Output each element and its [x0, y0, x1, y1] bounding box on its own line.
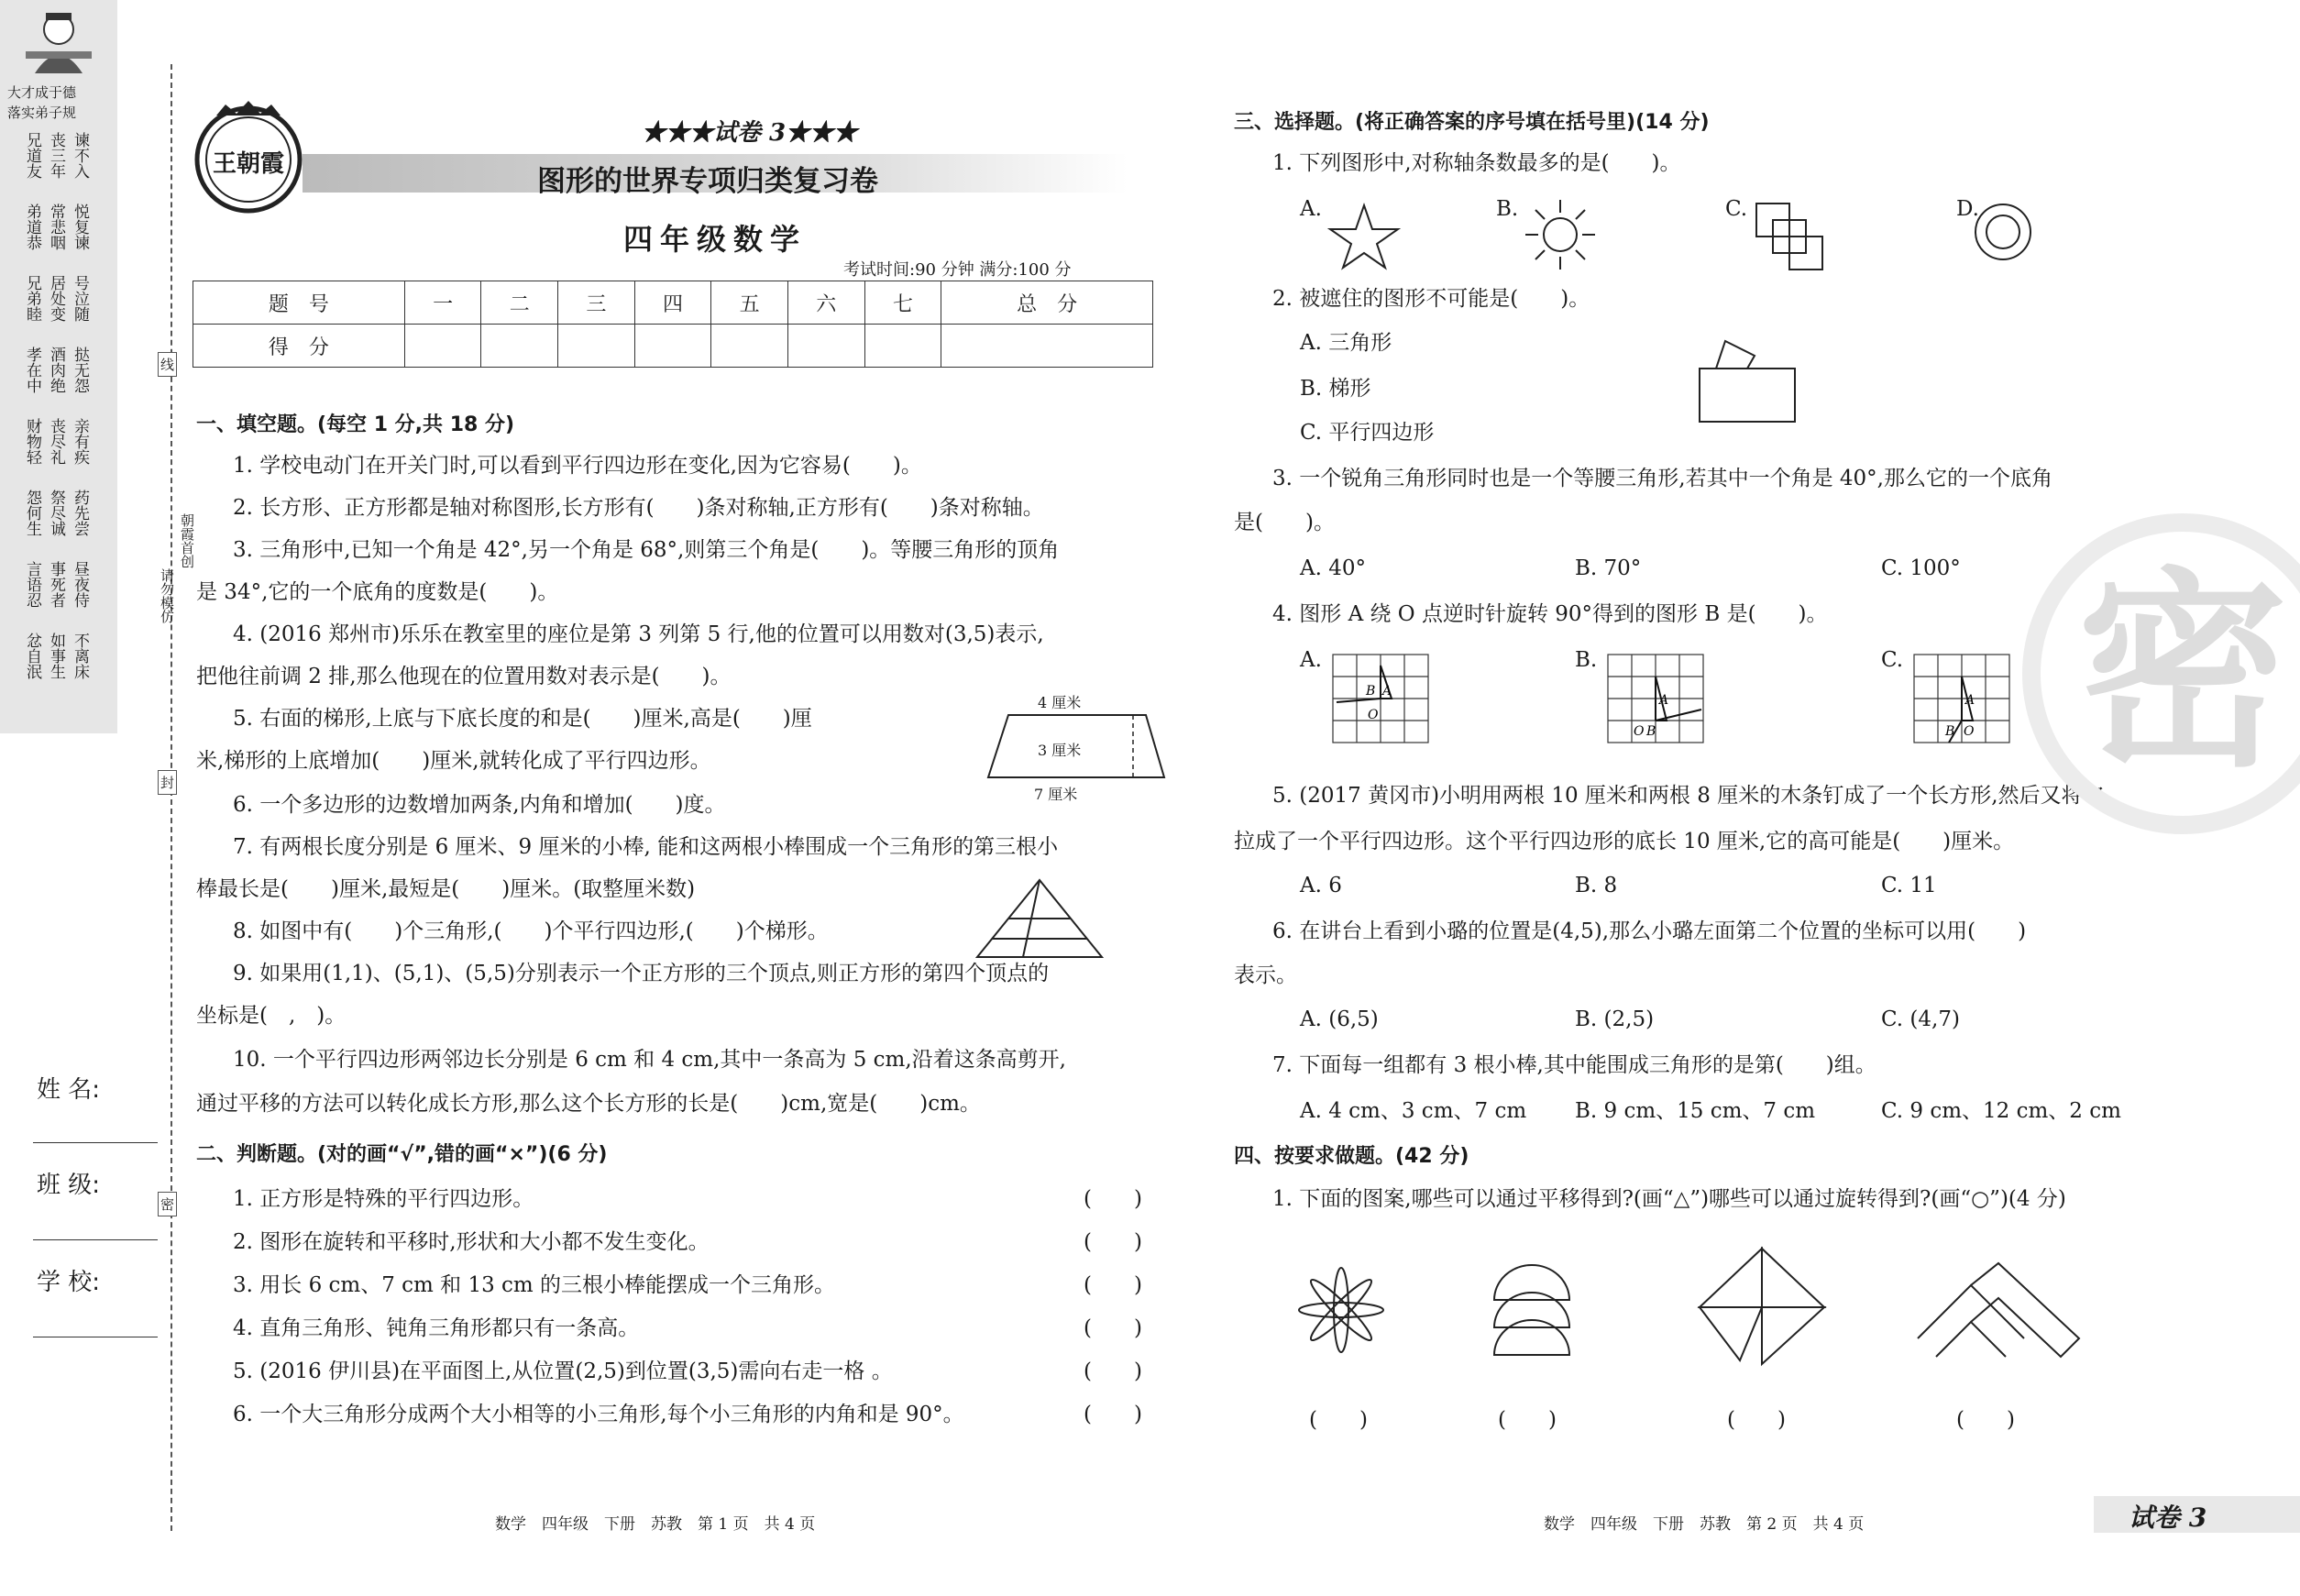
scholar-illustration	[22, 9, 95, 75]
judgement-answer-bracket[interactable]: ( )	[1084, 1316, 1142, 1340]
row1-cell: 二	[481, 281, 558, 325]
paper-title: 图形的世界专项归类复习卷	[537, 165, 878, 198]
q3-5-opt-a: A. 6	[1300, 874, 1342, 897]
motto-line-2: 落实弟子规	[7, 105, 77, 121]
verse-column: 不离床	[71, 633, 89, 679]
row1-cell: 一	[404, 281, 481, 325]
section1-heading: 一、填空题。(每空 1 分,共 18 分)	[196, 413, 515, 436]
section1-line: 9. 如果用(1,1)、(5,1)、(5,5)分别表示一个正方形的三个顶点,则正方形的第四个顶点的	[233, 962, 1050, 985]
section1-line: 是 34°,它的一个底角的度数是( )。	[196, 580, 559, 604]
verse-column: 如事生	[47, 633, 65, 679]
verse-column: 常悲咽	[47, 204, 65, 250]
judgement-answer-bracket[interactable]: ( )	[1084, 1359, 1142, 1383]
verse-column: 谏不入	[71, 132, 89, 179]
q3-5-opt-c: C. 11	[1881, 874, 1937, 897]
verse-column: 居处变	[47, 275, 65, 322]
judgement-item: 4. 直角三角形、钝角三角形都只有一条高。	[233, 1316, 640, 1340]
q3-6-opt-a: A. (6,5)	[1300, 1007, 1379, 1031]
verse-column: 昼夜侍	[71, 561, 89, 608]
row2-cell: 得 分	[193, 325, 405, 368]
q3-2-opt-a: A. 三角形	[1300, 331, 1392, 355]
q3-3-text-b: 是( )。	[1234, 511, 1335, 534]
overlapping-squares-shape	[1755, 202, 1839, 284]
section4-heading: 四、按要求做题。(42 分)	[1234, 1145, 1469, 1168]
svg-text:A: A	[1659, 693, 1669, 708]
paper-tag: ★★★试卷 3★★★	[642, 119, 858, 147]
svg-text:B: B	[1366, 684, 1376, 699]
confidential-watermark: 密	[2022, 513, 2300, 834]
q3-3-opt-c: C. 100°	[1881, 556, 1961, 580]
judgement-answer-bracket[interactable]: ( )	[1084, 1273, 1142, 1297]
trapezoid-bottom: 7 厘米	[1034, 786, 1078, 803]
section1-line: 2. 长方形、正方形都是轴对称图形,长方形有( )条对称轴,正方形有( )条对称轴。	[233, 496, 1044, 520]
verse-column: 亲有疾	[71, 418, 89, 465]
q3-6-text-a: 6. 在讲台上看到小璐的位置是(4,5),那么小璐左面第二个位置的坐标可以用( )	[1272, 919, 2027, 943]
answer-bracket-4[interactable]: ( )	[1956, 1408, 2015, 1432]
concentric-circles-shape	[1971, 200, 2035, 264]
section1-line: 6. 一个多边形的边数增加两条,内角和增加( )度。	[233, 793, 726, 817]
judgement-answer-bracket[interactable]: ( )	[1084, 1230, 1142, 1254]
verse-column: 丧尽礼	[47, 418, 65, 465]
row1-cell: 题 号	[193, 281, 405, 325]
answer-bracket-2[interactable]: ( )	[1498, 1408, 1557, 1432]
judgement-answer-bracket[interactable]: ( )	[1084, 1403, 1142, 1426]
row2-cell[interactable]	[711, 325, 788, 368]
q3-6-opt-c: C. (4,7)	[1881, 1007, 1960, 1031]
verse-column: 丧三年	[47, 132, 65, 179]
svg-text:B: B	[1646, 724, 1656, 739]
seal-label-xian: 线	[158, 352, 177, 377]
hidden-shape-figure	[1698, 339, 1799, 424]
verse-column: 酒肉绝	[47, 347, 65, 393]
row1-cell: 七	[864, 281, 941, 325]
answer-bracket-1[interactable]: ( )	[1309, 1408, 1368, 1432]
row1-cell: 六	[787, 281, 864, 325]
seal-label-feng: 封	[158, 770, 177, 795]
q3-4-opt-b: B.	[1575, 648, 1598, 672]
q3-1-text: 1. 下列图形中,对称轴条数最多的是( )。	[1272, 151, 1681, 175]
verse-column: 财物轻	[23, 418, 41, 465]
q3-4-opt-a: A.	[1300, 648, 1322, 672]
q3-1-opt-a: A.	[1300, 197, 1322, 221]
q3-6-opt-b: B. (2,5)	[1575, 1007, 1655, 1031]
pinwheel-pattern	[1698, 1247, 1826, 1366]
footer-right: 数学 四年级 下册 苏教 第 2 页 共 4 页	[1544, 1515, 1865, 1534]
row2-cell[interactable]	[787, 325, 864, 368]
judgement-item: 6. 一个大三角形分成两个大小相等的小三角形,每个小三角形的内角和是 90°。	[233, 1403, 964, 1426]
row1-cell: 四	[634, 281, 711, 325]
q3-1-opt-b: B.	[1496, 197, 1519, 221]
footer-left: 数学 四年级 下册 苏教 第 1 页 共 4 页	[495, 1515, 816, 1534]
side-note-1: 朝霞首创	[179, 513, 195, 568]
verse-column: 药先尝	[71, 490, 89, 536]
q4-1-text: 1. 下面的图案,哪些可以通过平移得到?(画“△”)哪些可以通过旋转得到?(画“○”)(4 分)	[1272, 1187, 2066, 1211]
flower-pattern	[1293, 1261, 1390, 1359]
answer-bracket-3[interactable]: ( )	[1727, 1408, 1786, 1432]
q3-2-text: 2. 被遮住的图形不可能是( )。	[1272, 287, 1590, 311]
logo-text: 王朝霞	[213, 150, 285, 178]
section1-line: 10. 一个平行四边形两邻边长分别是 6 cm 和 4 cm,其中一条高为 5 cm,沿着这条高剪开,	[233, 1048, 1066, 1072]
q3-4-text: 4. 图形 A 绕 O 点逆时针旋转 90°得到的图形 B 是( )。	[1272, 602, 1828, 626]
verse-column: 言语忍	[23, 561, 41, 608]
school-label: 学 校:	[37, 1269, 101, 1296]
footer-tag: 试卷 3	[2129, 1502, 2207, 1533]
section1-line: 通过平移的方法可以转化成长方形,那么这个长方形的长是( )cm,宽是( )cm。	[196, 1092, 981, 1116]
q3-7-opt-b: B. 9 cm、15 cm、7 cm	[1575, 1099, 1816, 1123]
verse-column: 祭尽诚	[47, 490, 65, 536]
row2-cell[interactable]	[634, 325, 711, 368]
judgement-item: 5. (2016 伊川县)在平面图上,从位置(2,5)到位置(3,5)需向右走一格 。	[233, 1359, 893, 1383]
row1-cell: 五	[711, 281, 788, 325]
triangle-partition-figure	[975, 878, 1104, 959]
verse-column: 挞无怨	[71, 347, 89, 393]
judgement-answer-bracket[interactable]: ( )	[1084, 1187, 1142, 1211]
section1-line: 把他往前调 2 排,那么他现在的位置用数对表示是( )。	[196, 665, 732, 688]
q3-4-opt-c: C.	[1881, 648, 1904, 672]
verse-column: 兄道友	[23, 132, 41, 179]
section1-line: 4. (2016 郑州市)乐乐在教室里的座位是第 3 列第 5 行,他的位置可以用数对(3,5)表示,	[233, 622, 1044, 646]
section1-line: 米,梯形的上底增加( )厘米,就转化成了平行四边形。	[196, 749, 711, 773]
q3-3-opt-a: A. 40°	[1300, 556, 1366, 580]
row1-cell: 总 分	[941, 281, 1153, 325]
trapezoid-height: 3 厘米	[1038, 742, 1082, 759]
name-label: 姓 名:	[37, 1076, 101, 1104]
row2-cell[interactable]	[864, 325, 941, 368]
section1-line: 3. 三角形中,已知一个角是 42°,另一个角是 68°,则第三个角是( )。等腰三角形的顶角	[233, 538, 1060, 562]
q3-2-opt-b: B. 梯形	[1300, 377, 1371, 401]
verse-column: 忿自泯	[23, 633, 41, 679]
verse-column: 怨何生	[23, 490, 41, 536]
sun-shape	[1524, 198, 1597, 271]
side-note-2: 请勿模仿	[159, 568, 175, 623]
sidebar-motto-panel	[0, 0, 117, 733]
subject-title: 四年级数学	[623, 222, 808, 257]
judgement-item: 1. 正方形是特殊的平行四边形。	[233, 1187, 534, 1211]
row2-cell[interactable]	[941, 325, 1153, 368]
exam-info: 考试时间:90 分钟 满分:100 分	[843, 260, 1072, 280]
rotation-grid-c	[1912, 653, 2013, 744]
row2-cell[interactable]	[404, 325, 481, 368]
section1-line: 5. 右面的梯形,上底与下底长度的和是( )厘米,高是( )厘	[233, 707, 812, 731]
section1-line: 1. 学校电动门在开关门时,可以看到平行四边形在变化,因为它容易( )。	[233, 454, 922, 478]
q3-7-text: 7. 下面每一组都有 3 根小棒,其中能围成三角形的是第( )组。	[1272, 1053, 1876, 1077]
class-line[interactable]	[33, 1239, 158, 1240]
verse-columns	[9, 132, 110, 719]
verse-column: 悦复谏	[71, 204, 89, 250]
svg-text:O: O	[1368, 708, 1379, 722]
q3-5-text-b: 拉成了一个平行四边形。这个平行四边形的底长 10 厘米,它的高可能是( )厘米。	[1234, 830, 2015, 853]
row1-cell: 三	[558, 281, 635, 325]
q3-5-text-a: 5. (2017 黄冈市)小明用两根 10 厘米和两根 8 厘米的木条钉成了一个长方形,然后又将它	[1272, 784, 2104, 808]
trapezoid-top: 4 厘米	[1038, 694, 1082, 711]
stacked-arcs-pattern	[1491, 1263, 1573, 1357]
name-line[interactable]	[33, 1142, 158, 1143]
binding-dashed-line	[171, 64, 172, 1531]
section1-line: 7. 有两根长度分别是 6 厘米、9 厘米的小棒, 能和这两根小棒围成一个三角形的第三根小	[233, 835, 1059, 859]
rotation-grid-a	[1331, 653, 1432, 744]
svg-text:B: B	[1945, 724, 1955, 739]
star-shape	[1327, 204, 1401, 270]
section2-heading: 二、判断题。(对的画“√”,错的画“×”)(6 分)	[196, 1143, 608, 1166]
verse-column: 号泣随	[71, 275, 89, 322]
svg-text:O: O	[1634, 724, 1645, 739]
verse-column: 事死者	[47, 561, 65, 608]
q3-7-opt-a: A. 4 cm、3 cm、7 cm	[1300, 1099, 1527, 1123]
q3-6-text-b: 表示。	[1234, 963, 1297, 987]
q3-3-opt-b: B. 70°	[1575, 556, 1642, 580]
svg-text:A: A	[1965, 693, 1975, 708]
verse-column: 兄弟睦	[23, 275, 41, 322]
q3-2-opt-c: C. 平行四边形	[1300, 421, 1435, 445]
section1-line: 8. 如图中有( )个三角形,( )个平行四边形,( )个梯形。	[233, 919, 829, 943]
chevron-pattern	[1916, 1261, 2081, 1362]
score-table	[193, 281, 1153, 368]
judgement-item: 3. 用长 6 cm、7 cm 和 13 cm 的三根小棒能摆成一个三角形。	[233, 1273, 836, 1297]
class-label: 班 级:	[37, 1172, 101, 1199]
row2-cell[interactable]	[558, 325, 635, 368]
verse-column: 孝在中	[23, 347, 41, 393]
section1-line: 棒最长是( )厘米,最短是( )厘米。(取整厘米数)	[196, 877, 696, 901]
judgement-item: 2. 图形在旋转和平移时,形状和大小都不发生变化。	[233, 1230, 710, 1254]
q3-5-opt-b: B. 8	[1575, 874, 1618, 897]
q3-3-text-a: 3. 一个锐角三角形同时也是一个等腰三角形,若其中一个角是 40°,那么它的一个底角	[1272, 467, 2052, 490]
q3-1-opt-d: D.	[1956, 197, 1979, 221]
section3-heading: 三、选择题。(将正确答案的序号填在括号里)(14 分)	[1234, 111, 1710, 134]
section1-line: 坐标是( , )。	[196, 1004, 347, 1028]
q3-1-opt-c: C.	[1725, 197, 1748, 221]
svg-text:O: O	[1964, 724, 1975, 739]
motto-line-1: 大才成于德	[7, 84, 77, 101]
svg-text:A: A	[1382, 684, 1392, 699]
rotation-grid-b	[1606, 653, 1707, 744]
verse-column: 弟道恭	[23, 204, 41, 250]
seal-label-mi: 密	[158, 1192, 177, 1216]
row2-cell[interactable]	[481, 325, 558, 368]
q3-7-opt-c: C. 9 cm、12 cm、2 cm	[1881, 1099, 2121, 1123]
